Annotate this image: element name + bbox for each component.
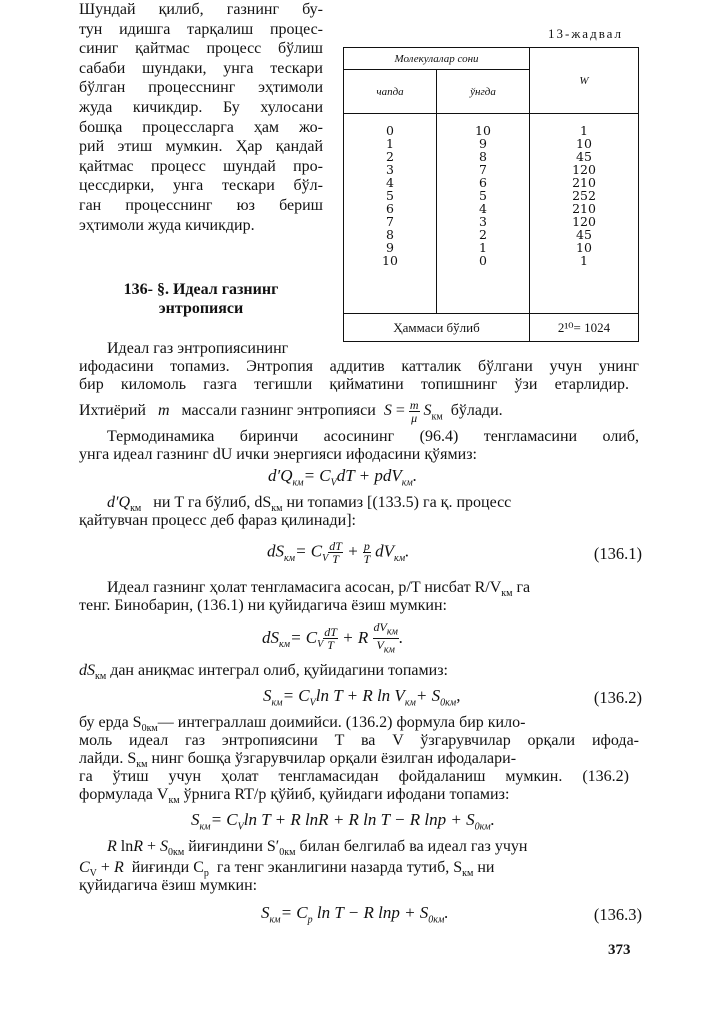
text-line: қайтувчан процесс деб фараз қилинади]: xyxy=(79,512,356,529)
equation-number: (136.1) xyxy=(593,544,642,563)
intro-line: рий этиш мумкин. Ҳар қандай xyxy=(79,138,323,156)
text-line: ифодасини топамиз. Энтропия аддитив катталик бўлгани учун унинг xyxy=(79,358,639,375)
intro-paragraph xyxy=(79,0,323,235)
table-cell: 210 xyxy=(572,201,596,216)
table-cell: 1 xyxy=(580,253,588,268)
table-cell: 7 xyxy=(479,162,487,177)
header-group: Молекулалар сони xyxy=(344,48,530,70)
intro-line: қайтмас процесс шундай про- xyxy=(79,157,323,175)
section-title-2: энтропияси xyxy=(158,300,244,317)
table-cell: 4 xyxy=(479,201,487,216)
table-cell: 9 xyxy=(386,240,394,255)
table-cell: 2 xyxy=(479,227,487,242)
text-line: моль идеал газ энтропиясини T ва V ўзгарувчилар орқали ифода- xyxy=(79,732,639,749)
text-line: тенг. Бинобарин, (136.1) ни қуйидагича ёзиш мумкин: xyxy=(79,597,447,614)
intro-line: сабаби шундаки, унга тескари xyxy=(79,59,323,77)
left-values xyxy=(344,114,437,314)
table-cell: 10 xyxy=(576,240,592,255)
table-cell: 1 xyxy=(479,240,487,255)
equation: $S_{км}= C_V\ln$ T + R $\ln V_{км}+ S_{0км}$, xyxy=(263,686,461,709)
intro-line: цессдирки, унга тескари бўл- xyxy=(79,177,323,195)
intro-line: жуда кичикдир. Бу хулосани xyxy=(79,98,323,116)
equation-number: (136.3) xyxy=(593,905,642,924)
text-line: $d'Q_{км}$ ни T га бўлиб, $dS_{км}$ ни топамиз [(133.5) га қ. процесс xyxy=(107,494,512,515)
text-line: Ихтиёрий m массали газнинг энтропияси S = $\frac{m}{\mu}$ $S_{км}$ бўлади. xyxy=(79,398,503,425)
section-heading xyxy=(79,280,323,318)
w-values xyxy=(530,114,639,314)
text-line: $C_V + R$ йиғинди $C_p$ га тенг эканлигини назарда тутиб, $S_{км}$ ни xyxy=(79,859,495,880)
intro-line: Шундай қилиб, газнинг бу- xyxy=(79,1,323,18)
table-caption: 13-жадвал xyxy=(548,26,624,41)
table-cell: 3 xyxy=(479,214,487,229)
table-cell: 1 xyxy=(386,136,394,151)
equation-number: (136.2) xyxy=(593,688,642,707)
right-values xyxy=(437,114,530,314)
table-cell: 45 xyxy=(576,227,592,242)
intro-line: ган процесснинг юз бериш xyxy=(79,196,323,214)
section-number: 136- §. xyxy=(123,281,169,298)
table-cell: 3 xyxy=(386,162,394,177)
text-line: Идеал газ энтропиясининг xyxy=(107,340,289,357)
text-line: бир киломоль газга тегишли қийматини топишнинг ўзи етарлидир. xyxy=(79,376,629,393)
table-cell: 6 xyxy=(386,201,394,216)
table-cell: 252 xyxy=(572,188,596,203)
table-cell: 4 xyxy=(386,175,394,190)
header-left: чапда xyxy=(344,70,437,114)
intro-line: синиг қайтмас процесс бўлиш xyxy=(79,40,323,58)
equation: $dS_{км}= C_V$ $\frac{dT}{T}$ + $\frac{p}{T}$ $dV_{км}$. xyxy=(267,539,410,566)
table-cell: 10 xyxy=(475,123,491,138)
table-cell: 120 xyxy=(572,214,596,229)
header-w: W xyxy=(530,48,639,114)
total-label: Ҳаммаси бўлиб xyxy=(344,314,530,342)
table-cell: 0 xyxy=(479,253,487,268)
equation: $dS_{км}= C_V$ $\frac{dT}{T}$ + R $\frac{dV_{км}}{V_{км}}$ . xyxy=(262,620,404,656)
table-cell: 8 xyxy=(479,149,487,164)
header-right: ўнгда xyxy=(437,70,530,114)
intro-line: тун идишга тарқалиш процес- xyxy=(79,20,323,38)
table-cell: 2 xyxy=(386,149,394,164)
text-line: лайди. $S_{км}$ нинг бошқа ўзгарувчилар орқали ёзилган ифодалари- xyxy=(79,750,517,771)
table-cell: 7 xyxy=(386,214,394,229)
text-line: бу ерда $S_{0км}—$ интеграллаш доимийси. (136.2) формула бир кило- xyxy=(79,714,526,735)
table-cell: 10 xyxy=(576,136,592,151)
table-cell: 5 xyxy=(386,188,394,203)
text-line: унга идеал газнинг dU ички энергияси ифодасини қўямиз: xyxy=(79,446,477,463)
section-title-1: Идеал газнинг xyxy=(172,281,279,298)
text-line: Идеал газнинг ҳолат тенгламасига асосан, p/T нисбат $R/V_{км}$ га xyxy=(107,579,531,600)
molecule-table xyxy=(343,47,639,342)
table-cell: 45 xyxy=(576,149,592,164)
text-line: га ўтиш учун ҳолат тенгламасидан фойдаланиш мумкин. (136.2) xyxy=(79,768,629,785)
text-line: қуйидагича ёзиш мумкин: xyxy=(79,877,258,894)
intro-line: эҳтимоли жуда кичикдир. xyxy=(79,216,255,234)
equation: $d'Q_{км}= C_VdT + pdV_{км}$. xyxy=(268,466,418,489)
equation: $S_{км}= C_p$ ln T − R $\ln p + S_{0км}$. xyxy=(261,903,449,926)
intro-line: бўлган процесснинг эҳтимоли xyxy=(79,79,323,97)
text-line: формулада $V_{км}$ ўрнига RT/p қўйиб, қуйидаги ифодани топамиз: xyxy=(79,786,510,807)
intro-line: бошқа процессларга ҳам жо- xyxy=(79,118,323,136)
table-cell: 8 xyxy=(386,227,394,242)
table-cell: 5 xyxy=(479,188,487,203)
text-line: $dS_{км}$ дан аниқмас интеграл олиб, қуйидагини топамиз: xyxy=(79,662,448,683)
table-cell: 120 xyxy=(572,162,596,177)
table-cell: 1 xyxy=(580,123,588,138)
table-cell: 0 xyxy=(386,123,394,138)
table-cell: 10 xyxy=(382,253,398,268)
table-cell: 210 xyxy=(572,175,596,190)
text-line: Термодинамика биринчи асосининг (96.4) тенгламасини олиб, xyxy=(107,428,639,445)
text-line: R $\ln R + S_{0км}$ йиғиндини $S'_{0км}$ билан белгилаб ва идеал газ учун xyxy=(107,838,528,859)
table-cell: 6 xyxy=(479,175,487,190)
total-value: 2¹⁰= 1024 xyxy=(530,314,639,342)
table-cell: 9 xyxy=(479,136,487,151)
equation: $S_{км}= C_V\ln$ T + R lnR + R ln T − R $\ln p + S_{0км}$. xyxy=(191,810,495,833)
page-number: 373 xyxy=(608,942,631,958)
